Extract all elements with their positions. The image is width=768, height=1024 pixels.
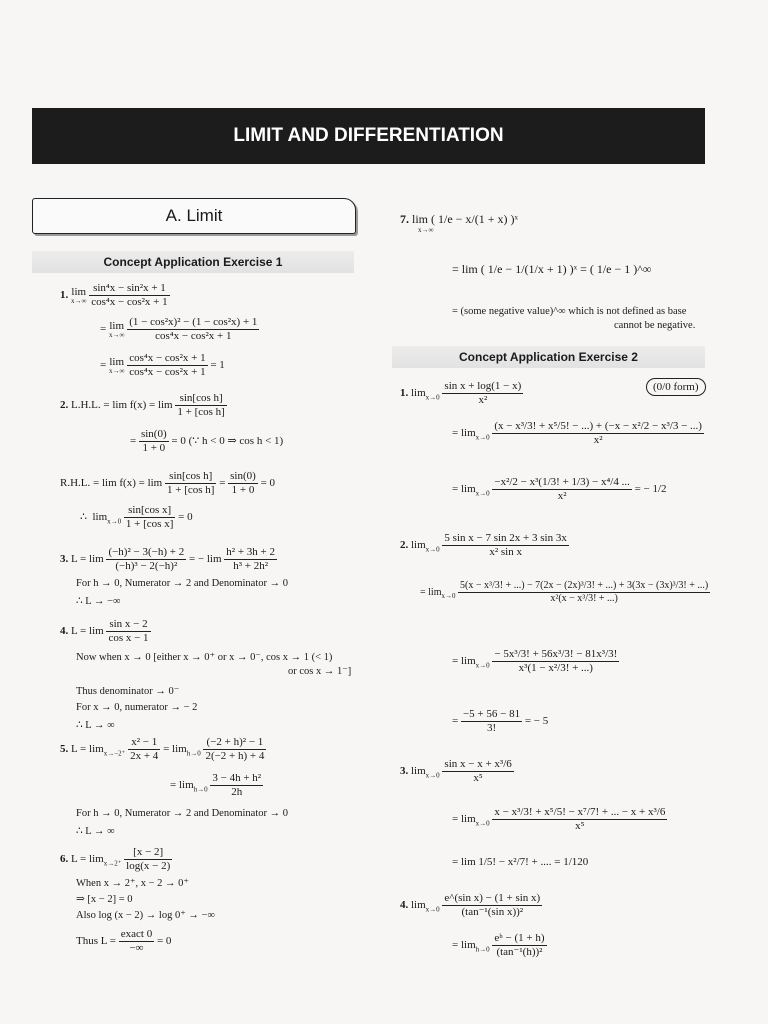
- denominator: x² sin x: [489, 546, 522, 559]
- denominator: 3!: [486, 722, 497, 735]
- lim-sub: x→0: [425, 905, 440, 914]
- fraction: [492, 420, 704, 447]
- denominator: x²: [557, 490, 567, 503]
- numerator: −5 + 56 − 81: [461, 708, 522, 722]
- problem-3-text-2: ∴ L → −∞: [76, 596, 121, 607]
- problem-number: 6.: [60, 853, 69, 866]
- numerator: 3 − 4h + h²: [210, 772, 263, 786]
- ex2-problem-4-line-2: = $\lim_{h\to 0}$ $\frac{\text{eʰ − (1 + h)}}{\text{(tan⁻¹(h))²}}$: [452, 932, 545, 959]
- denominator: (tan⁻¹(sin x))²: [461, 906, 524, 919]
- result: = − 1/2: [634, 483, 667, 496]
- problem-number: 5.: [60, 743, 69, 756]
- section-title: A. Limit: [165, 206, 223, 225]
- numerator: sin(0): [139, 428, 169, 442]
- denominator: 2x + 4: [130, 750, 159, 763]
- numerator: (−h)² − 3(−h) + 2: [106, 546, 186, 560]
- numerator: sin[cos x]: [124, 504, 175, 518]
- problem-number: 1.: [60, 289, 69, 302]
- equals: =: [219, 477, 226, 490]
- numerator: [x − 2]: [124, 846, 172, 860]
- problem-number: 2.: [60, 399, 69, 412]
- ex2-problem-3-line-3: = lim 1/5! − x²/7! + .... = 1/120: [452, 856, 589, 868]
- numerator: sin[cos h]: [165, 470, 216, 484]
- lim-sub: x→∞: [418, 226, 434, 235]
- numerator: x − x³/3! + x⁵/5! − x⁷/7! + ... − x + x³/6: [492, 806, 667, 820]
- problem-6-line-final: [76, 928, 171, 955]
- lim-prefix: L = lim: [71, 853, 104, 866]
- denominator: h³ + 2h²: [233, 560, 269, 573]
- lim-sub: x→0: [107, 517, 122, 526]
- problem-2-line-4: ∴ $\lim_{x\to 0}$ $\frac{\text{sin[cos x]}}{\text{1 + [cos x]}}$ = 0: [80, 504, 193, 531]
- problem-number: 3.: [400, 765, 409, 778]
- fraction: [139, 428, 169, 455]
- fraction: [442, 892, 542, 919]
- denominator: (tan⁻¹(h))²: [496, 946, 543, 959]
- result: = 0: [156, 935, 172, 948]
- equals-lim: = lim: [163, 743, 187, 756]
- ex2-problem-2-line-4: = $\frac{-5 + 56 - 81}{3!}$ = − 5: [452, 708, 549, 735]
- fraction: [228, 470, 258, 497]
- denominator: x²: [593, 434, 603, 447]
- fraction: [442, 532, 568, 559]
- lim-sub: x→0: [425, 771, 440, 780]
- problem-number: 4.: [60, 625, 69, 638]
- denominator: 1 + 0: [231, 484, 255, 497]
- fraction: [127, 316, 259, 343]
- ex2-problem-1-line-3: = $\lim_{x\to 0}$ $\frac{\text{−x²/2 − x³(1/3! + 1/3) − x⁴/4 ...}}{\text{x²}}$ = − 1/2: [452, 476, 667, 503]
- expression: lim ( 1/e − x/(1 + x) )ˣ: [412, 212, 518, 226]
- ex2-problem-3-line-1: 3. $\lim_{x\to 0}$ $\frac{\text{sin x − x + x³/6}}{\text{x⁵}}$: [400, 758, 512, 785]
- denominator: 2(−2 + h) + 4: [205, 750, 265, 763]
- exercise-heading-2: Concept Application Exercise 2: [392, 346, 705, 368]
- problem-6-line-1: [60, 846, 172, 873]
- lhl-label: L.H.L. = lim f(x) = lim: [71, 399, 173, 412]
- numerator: cos⁴x − cos²x + 1: [127, 352, 207, 366]
- numerator: h² + 3h + 2: [224, 546, 277, 560]
- fraction: [124, 846, 172, 873]
- lim-sub: h→0: [193, 785, 208, 794]
- numerator: sin x − 2: [106, 618, 150, 632]
- problem-number: 2.: [400, 539, 409, 552]
- ex2-problem-3-line-2: = $\lim_{x\to 0}$ $\frac{\text{x − x³/3! + x⁵/5! − x⁷/7! + ... − x + x³/6}}{\text{x⁵}}$: [452, 806, 666, 833]
- fraction: [492, 806, 667, 833]
- fraction: [203, 736, 266, 763]
- fraction: [127, 352, 207, 379]
- problem-5-line-1: [60, 736, 266, 763]
- fraction: [492, 476, 631, 503]
- denominator: cos x − 1: [108, 632, 149, 645]
- numerator: eʰ − (1 + h): [492, 932, 546, 946]
- problem-4-line-1: [60, 618, 151, 645]
- lim-sub: x→∞: [108, 330, 125, 339]
- ex2-problem-1-line-1: 1. $\lim_{x\to 0}$ $\frac{\text{sin x + log(1 − x)}}{\text{x²}}$: [400, 380, 522, 407]
- therefore-symbol: ∴: [80, 511, 87, 524]
- problem-2-line-3: [60, 470, 275, 497]
- problem-number: 3.: [60, 553, 69, 566]
- lim-text: lim: [109, 319, 125, 332]
- lim-sub: x→0: [475, 433, 490, 442]
- lim-operator: [109, 321, 125, 339]
- lim-text: lim: [109, 355, 125, 368]
- denominator: x⁵: [473, 772, 483, 785]
- numerator: x² − 1: [128, 736, 160, 750]
- lim-sub: x→∞: [108, 366, 125, 375]
- ex2-problem-2-line-1: 2. $\lim_{x\to 0}$ $\frac{\text{5 sin x − 7 sin 2x + 3 sin 3x}}{\text{x² sin x}}$: [400, 532, 567, 559]
- fraction: [165, 470, 216, 497]
- denominator: 1 + [cos h]: [166, 484, 215, 497]
- fraction: [106, 618, 150, 645]
- problem-5-text-1: For h → 0, Numerator → 2 and Denominator → 0: [76, 808, 289, 819]
- lim-sub: x→0: [441, 591, 456, 600]
- thus-label: Thus L =: [76, 935, 117, 948]
- denominator: x³(1 − x²/3! + ...): [518, 662, 593, 675]
- problem-1-line-2: = lim x→∞ $\frac{\text{(1 − cos²x)² − (1 − cos²x) + 1}}{\text{cos⁴x − cos²x + 1}}$: [100, 316, 258, 343]
- lim-sub: x→0: [425, 393, 440, 402]
- lim-text: lim: [71, 285, 87, 298]
- lim-sub: h→0: [475, 945, 490, 954]
- problem-5-text-2: ∴ L → ∞: [76, 826, 115, 837]
- lim-prefix: L = lim: [71, 625, 104, 638]
- problem-2-line-1: [60, 392, 227, 419]
- fraction: [106, 546, 186, 573]
- lim-sub: x→0: [475, 489, 490, 498]
- problem-6-text-2: ⇒ [x − 2] = 0: [76, 894, 133, 905]
- ex2-problem-2-line-2: = $\lim_{x\to 0}$ 5(x − x³/3! + ...) − 7(2x − (2x)³/3! + ...) + 3(3x − (3x)³/3! + ...) x²(x − x³/3! + ...): [420, 580, 709, 604]
- fraction: [458, 580, 710, 605]
- problem-3-line-1: [60, 546, 277, 573]
- problem-number: 7.: [400, 212, 409, 226]
- denominator: x²(x − x³/3! + ...): [550, 593, 618, 604]
- fraction: [442, 380, 523, 407]
- fraction: [442, 758, 513, 785]
- lim-operator: [109, 357, 125, 375]
- result: = − 5: [524, 715, 549, 728]
- chapter-banner: [32, 108, 705, 164]
- rhl-label: R.H.L. = lim f(x) = lim: [60, 477, 163, 490]
- problem-5-line-2: = $\lim_{h\to 0}$ $\frac{\text{3 − 4h + h²}}{2h}$: [170, 772, 262, 799]
- numerator: (−2 + h)² − 1: [203, 736, 266, 750]
- fraction: [89, 282, 169, 309]
- fraction: [492, 932, 546, 959]
- problem-7-line-2: = lim ( 1/e − 1/(1/x + 1) )ˣ = ( 1/e − 1 )^∞: [452, 262, 652, 276]
- chapter-title: LIMIT AND DIFFERENTIATION: [233, 125, 504, 146]
- ex2-problem-1-line-2: = $\lim_{x\to 0}$ $\frac{\text{(x − x³/3! + x⁵/5! − ...) + (−x − x²/2 − x³/3 − ...)}}{\text{x²}}$: [452, 420, 702, 447]
- numerator: sin[cos h]: [175, 392, 226, 406]
- lim-operator: [71, 287, 87, 305]
- equals-lim: = − lim: [188, 553, 222, 566]
- numerator: exact 0: [119, 928, 154, 942]
- numerator: sin(0): [228, 470, 258, 484]
- denominator: 1 + [cos x]: [125, 518, 174, 531]
- ex2-problem-2-line-3: = $\lim_{x\to 0}$ $\frac{\text{− 5x³/3! + 56x³/3! − 81x³/3!}}{\text{x³(1 − x²/3! + ...)}}$: [452, 648, 618, 675]
- fraction: [128, 736, 160, 763]
- denominator: cos⁴x − cos²x + 1: [91, 296, 168, 309]
- lim-prefix: L = lim: [71, 743, 104, 756]
- fraction: [119, 928, 154, 955]
- lim-sub: x→∞: [71, 296, 87, 305]
- problem-3-text-1: For h → 0, Numerator → 2 and Denominator → 0: [76, 578, 289, 589]
- numerator: (1 − cos²x)² − (1 − cos²x) + 1: [127, 316, 259, 330]
- problem-6-text-1: When x → 2⁺, x − 2 → 0⁺: [76, 878, 189, 889]
- denominator: −∞: [129, 942, 144, 955]
- numerator: e^(sin x) − (1 + sin x): [442, 892, 542, 906]
- exercise-heading-1: Concept Application Exercise 1: [32, 251, 354, 273]
- lim-sub: x→0: [475, 661, 490, 670]
- denominator: 1 + [cos h]: [177, 406, 225, 419]
- result: = 1: [210, 359, 225, 372]
- result: = 0: [178, 511, 193, 524]
- fraction: [461, 708, 522, 735]
- section-title-box: [32, 198, 356, 234]
- denominator: 1 + 0: [142, 442, 166, 455]
- lim-sub: x→0: [475, 819, 490, 828]
- lim-sub: x→0: [425, 545, 440, 554]
- problem-7-text-2: cannot be negative.: [614, 320, 696, 331]
- fraction: [175, 392, 226, 419]
- denominator: (−h)³ − 2(−h)²: [115, 560, 178, 573]
- numerator: − 5x³/3! + 56x³/3! − 81x³/3!: [492, 648, 619, 662]
- problem-4-text-5: ∴ L → ∞: [76, 720, 115, 731]
- problem-1-line-1: [60, 282, 170, 309]
- lim-prefix: L = lim: [71, 553, 104, 566]
- numerator: (x − x³/3! + x⁵/5! − ...) + (−x − x²/2 − x³/3 − ...): [492, 420, 704, 434]
- denominator: cos⁴x − cos²x + 1: [129, 366, 206, 379]
- problem-number: 4.: [400, 899, 409, 912]
- denominator: log(x − 2): [126, 860, 171, 873]
- fraction: [224, 546, 277, 573]
- denominator: 2h: [231, 786, 243, 799]
- result: = 0: [260, 477, 276, 490]
- problem-2-line-2: = $\frac{\sin(0)}{1 + 0}$ = 0 (∵ h < 0 ⇒ cos h < 1): [130, 428, 284, 455]
- numerator: 5 sin x − 7 sin 2x + 3 sin 3x: [442, 532, 568, 546]
- denominator: cos⁴x − cos²x + 1: [155, 330, 232, 343]
- fraction: [124, 504, 175, 531]
- problem-4-text-3: Thus denominator → 0⁻: [76, 686, 180, 697]
- problem-4-text-2: or cos x → 1⁻]: [288, 666, 352, 677]
- denominator: x²: [478, 394, 488, 407]
- result: = 0 (∵ h < 0 ⇒ cos h < 1): [171, 435, 284, 448]
- ex2-problem-4-line-1: 4. $\lim_{x\to 0}$ $\frac{\text{e\textasciicircum{}(sin x) − (1 + sin x)}}{\text{(tan⁻¹(sin x))²}}$: [400, 892, 541, 919]
- numerator: sin x + log(1 − x): [442, 380, 523, 394]
- problem-7-text-1: = (some negative value)^∞ which is not defined as base: [452, 306, 687, 317]
- numerator: sin x − x + x³/6: [442, 758, 513, 772]
- indeterminate-form-badge: (0/0 form): [646, 378, 706, 396]
- problem-6-text-3: Also log (x − 2) → log 0⁺ → −∞: [76, 910, 215, 921]
- denominator: x⁵: [575, 820, 585, 833]
- problem-number: 1.: [400, 387, 409, 400]
- lim-sub: h→0: [186, 749, 201, 758]
- numerator: sin⁴x − sin²x + 1: [89, 282, 169, 296]
- lim-sub: x→−2⁺: [103, 749, 126, 758]
- numerator: 5(x − x³/3! + ...) − 7(2x − (2x)³/3! + ...) + 3(3x − (3x)³/3! + ...): [459, 580, 709, 591]
- lim-sub: x→2⁺: [103, 859, 122, 868]
- fraction: [210, 772, 263, 799]
- fraction: [492, 648, 619, 675]
- problem-4-text-4: For x → 0, numerator → − 2: [76, 702, 198, 713]
- problem-1-line-3: = lim x→∞ $\frac{\text{cos⁴x − cos²x + 1}}{\text{cos⁴x − cos²x + 1}}$ = 1: [100, 352, 225, 379]
- numerator: −x²/2 − x³(1/3! + 1/3) − x⁴/4 ...: [492, 476, 631, 490]
- problem-4-text-1: Now when x → 0 [either x → 0⁺ or x → 0⁻, cos x → 1 (< 1): [76, 652, 333, 663]
- problem-7-line-1: [400, 212, 518, 235]
